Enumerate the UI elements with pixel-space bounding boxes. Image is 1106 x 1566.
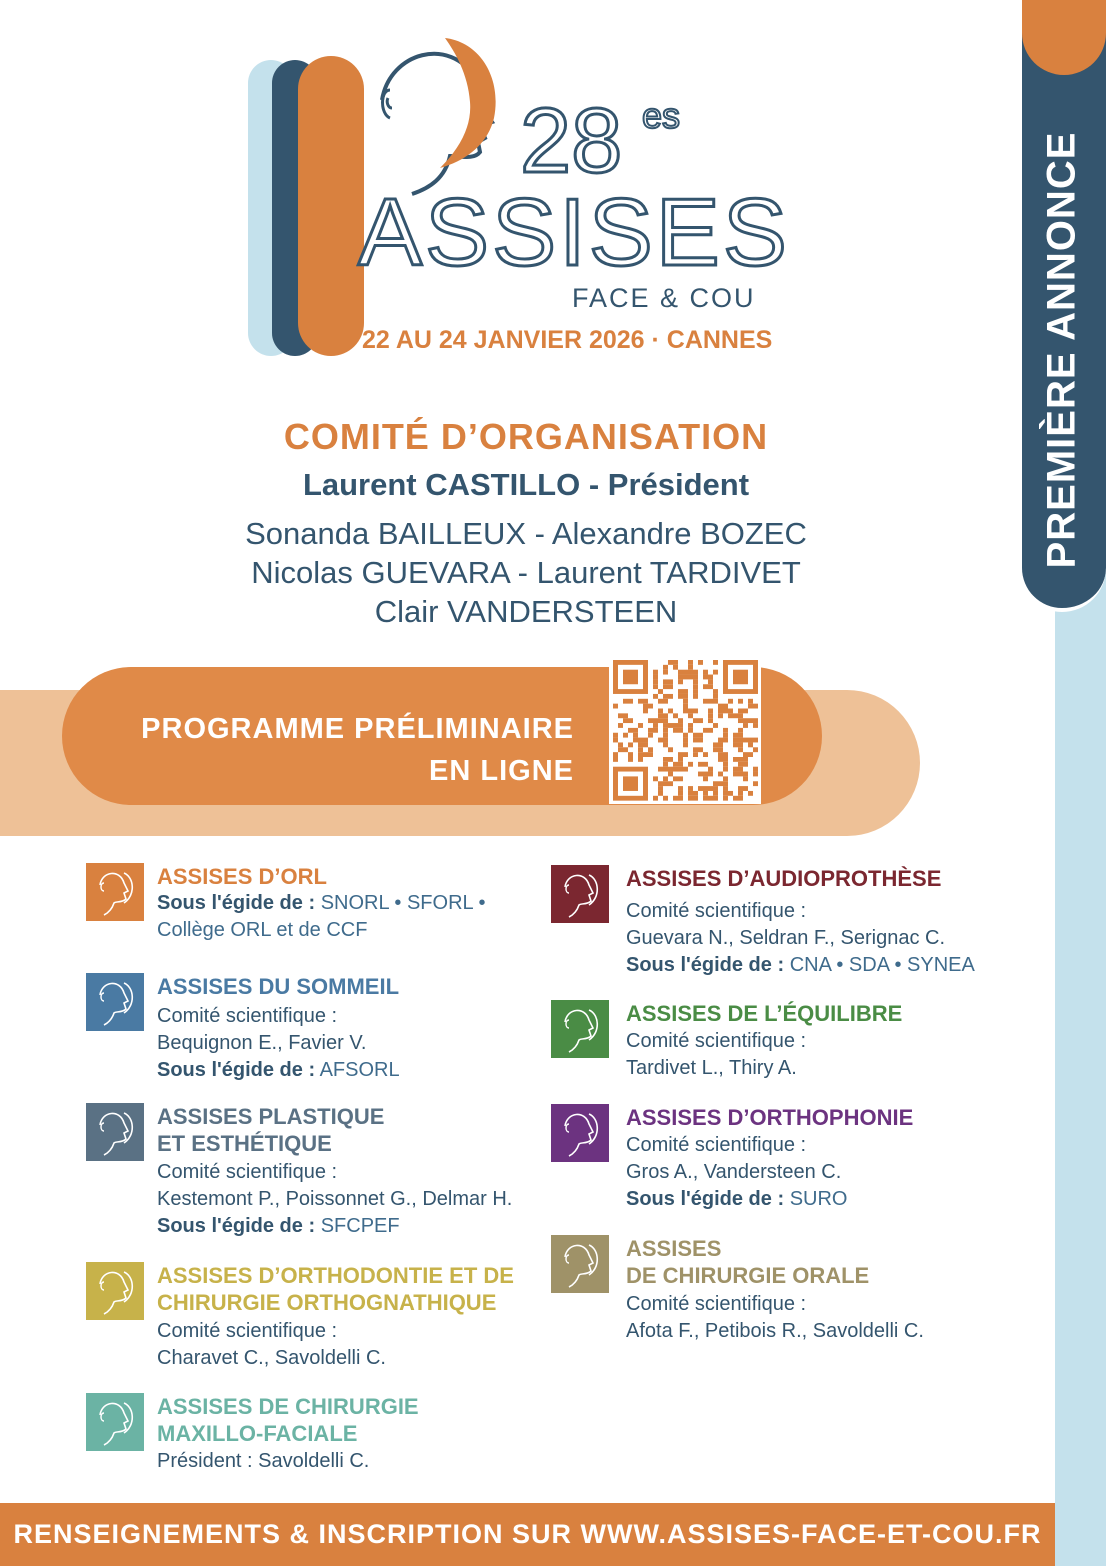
assises-title: ASSISES DE L’ÉQUILIBRE <box>626 1001 903 1026</box>
committee-member: Nicolas GUEVARA - Laurent TARDIVET <box>251 555 801 590</box>
face-icon <box>86 1393 144 1451</box>
face-icon <box>86 1103 144 1161</box>
face-icon <box>86 1262 144 1320</box>
footer-link[interactable]: RENSEIGNEMENTS & INSCRIPTION SUR WWW.ASSISES-FACE-ET-COU.FR <box>13 1519 1042 1549</box>
face-icon <box>551 1235 609 1293</box>
logo-subtitle: FACE & COU <box>572 283 756 313</box>
qr-code[interactable] <box>609 656 761 804</box>
logo-number: 28 <box>520 90 623 192</box>
face-icon <box>551 1104 609 1162</box>
assises-title: ASSISES DE CHIRURGIE MAXILLO-FACIALE <box>157 1394 419 1446</box>
logo-suffix: es <box>642 95 681 136</box>
logo-word: ASSISES <box>358 179 790 286</box>
assises-title: ASSISES PLASTIQUE ET ESTHÉTIQUE <box>157 1104 385 1156</box>
committee-member: Sonanda BAILLEUX - Alexandre BOZEC <box>245 516 807 551</box>
assises-title: ASSISES D’ORL <box>157 864 327 889</box>
face-icon <box>551 865 609 923</box>
footer-banner[interactable] <box>0 1503 1055 1566</box>
assises-title: ASSISES DU SOMMEIL <box>157 974 400 999</box>
committee-title: COMITÉ D’ORGANISATION <box>283 416 769 457</box>
assises-title: ASSISES D’ORTHODONTIE ET DE CHIRURGIE ORTHOGNATHIQUE <box>157 1263 514 1315</box>
event-dates: 22 AU 24 JANVIER 2026 · CANNES <box>362 326 773 354</box>
face-icon <box>86 973 144 1031</box>
assises-title: ASSISES D’ORTHOPHONIE <box>626 1105 914 1130</box>
assises-title: ASSISES DE CHIRURGIE ORALE <box>626 1236 870 1288</box>
face-icon <box>86 863 144 921</box>
committee-member: Clair VANDERSTEEN <box>374 594 678 629</box>
committee-president: Laurent CASTILLO - Président <box>302 467 750 502</box>
assises-title: ASSISES D’AUDIOPROTHÈSE <box>626 866 942 891</box>
programme-text[interactable]: PROGRAMME PRÉLIMINAIRE EN LIGNE <box>141 713 574 787</box>
face-icon <box>551 1000 609 1058</box>
